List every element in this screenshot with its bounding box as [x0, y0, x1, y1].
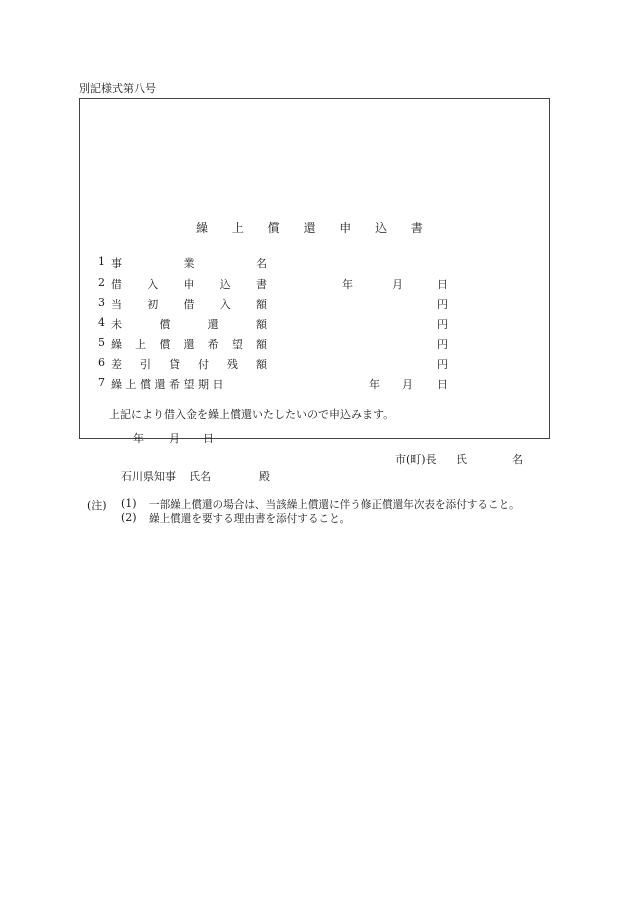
- item-number: 1: [98, 255, 105, 268]
- item-number: 2: [98, 276, 105, 289]
- item-label: 繰 上 償 還 希 望 額: [111, 338, 267, 351]
- unit-yen: 円: [437, 338, 448, 351]
- form-title: 繰 上 償 還 申 込 書: [196, 221, 433, 235]
- unit-month: 月: [402, 378, 413, 391]
- item-label: 事 業 名: [111, 257, 267, 270]
- applicant-shi: 氏: [456, 453, 467, 466]
- unit-year: 年: [342, 278, 353, 291]
- unit-yen: 円: [437, 318, 448, 331]
- date-day: 日: [203, 432, 214, 445]
- addressee-name-label: 氏名: [189, 470, 211, 483]
- item-number: 4: [98, 316, 105, 329]
- unit-month: 月: [392, 278, 403, 291]
- note-text: 一部繰上償還の場合は、当該繰上償還に伴う修正償還年次表を添付すること。: [149, 499, 520, 511]
- note-number: (2): [121, 511, 137, 524]
- item-number: 5: [98, 336, 105, 349]
- date-month: 月: [169, 432, 180, 445]
- notes-label: (注): [87, 499, 107, 512]
- applicant-title: 市(町)長: [395, 453, 437, 466]
- item-number: 6: [98, 356, 105, 369]
- item-label: 借 入 申 込 書: [111, 278, 267, 291]
- unit-day: 日: [437, 378, 448, 391]
- unit-yen: 円: [437, 358, 448, 371]
- application-statement: 上記により借入金を繰上償還いたしたいので申込みます。: [109, 408, 395, 421]
- unit-year: 年: [369, 378, 380, 391]
- note-number: (1): [121, 497, 137, 510]
- application-form-frame: [79, 98, 550, 525]
- date-year: 年: [133, 432, 144, 445]
- addressee-governor: 石川県知事: [121, 470, 176, 483]
- item-number: 7: [98, 376, 105, 389]
- item-label: 繰上償還希望期日: [111, 378, 227, 391]
- form-number: 別記様式第八号: [79, 82, 156, 95]
- unit-yen: 円: [437, 298, 448, 311]
- item-label: 未 償 還 額: [111, 318, 267, 331]
- applicant-mei: 名: [512, 453, 523, 466]
- note-text: 繰上償還を要する理由書を添付すること。: [149, 513, 351, 525]
- addressee-honorific: 殿: [259, 470, 270, 483]
- item-label: 差 引 貸 付 残 額: [111, 358, 267, 371]
- item-number: 3: [98, 296, 105, 309]
- item-label: 当 初 借 入 額: [111, 298, 267, 311]
- unit-day: 日: [437, 278, 448, 291]
